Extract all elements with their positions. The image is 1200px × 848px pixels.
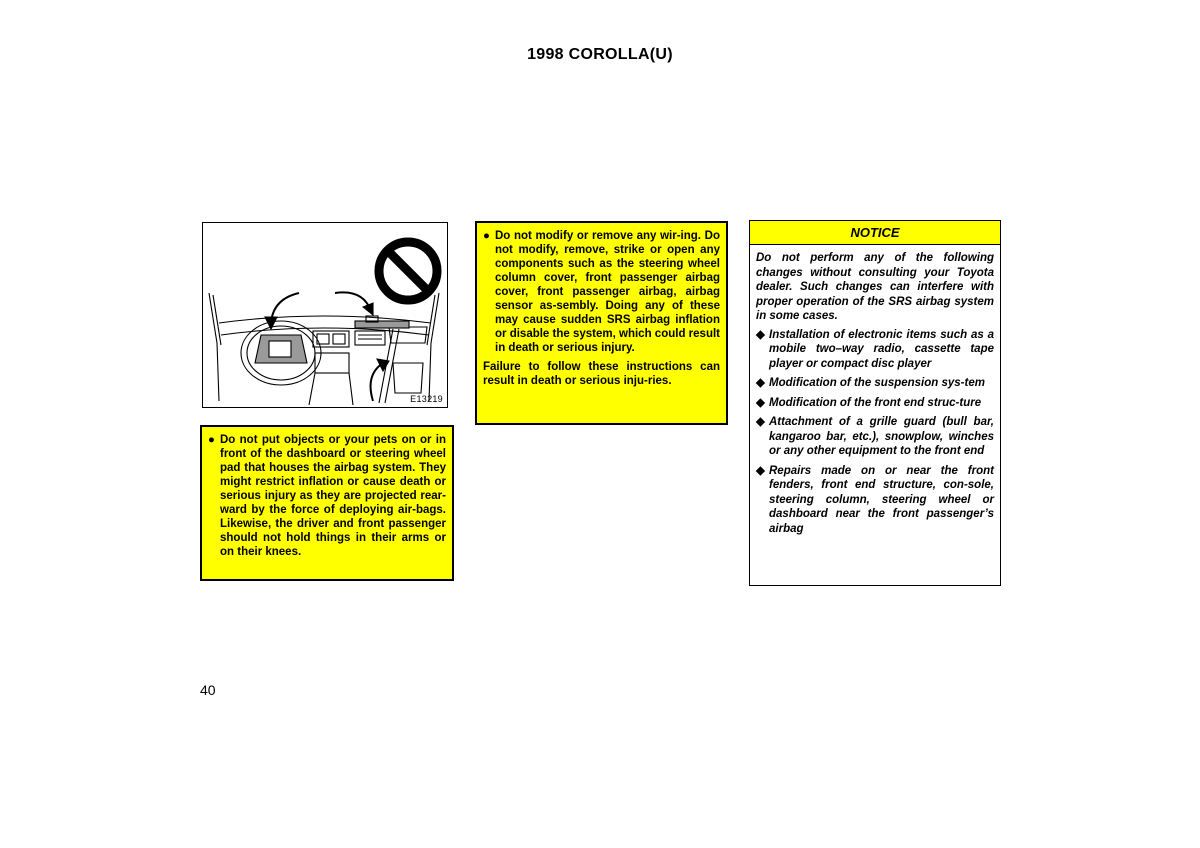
notice-intro: Do not perform any of the following changes without consulting your Toyota dealer. Such changes can interfere with proper operation of the SRS airbag system in some cases. <box>756 252 994 322</box>
bullet-icon: ● <box>483 230 490 242</box>
diamond-icon: ◆ <box>756 416 765 428</box>
prohibition-icon <box>379 242 437 300</box>
notice-body <box>750 245 1000 545</box>
diamond-icon: ◆ <box>756 396 765 409</box>
page-number: 40 <box>200 682 216 698</box>
diamond-icon: ◆ <box>756 464 765 477</box>
warning-box-wiring <box>475 221 728 425</box>
notice-item-text: Repairs made on or near the front fenders, front end structure, con-sole, steering column, steering wheel or dashboard near the front passenger’s airbag <box>769 464 994 535</box>
warning-text: Do not modify or remove any wir-ing. Do not modify, remove, strike or open any components such as the steering wheel column cover, front passenger airbag cover, front passenger airbag, airbag sensor as-sembly. Doing any of these may cause sudden SRS airbag inflation or disable the system, which could result in death or serious injury. <box>495 230 720 354</box>
warning-box-objects <box>200 425 454 581</box>
notice-item-text: Modification of the front end struc-ture <box>769 396 982 409</box>
figure-code: E13219 <box>410 394 443 404</box>
notice-item-text: Installation of electronic items such as a mobile two–way radio, cassette tape player or compact disc player <box>769 328 994 370</box>
diamond-icon: ◆ <box>756 377 765 389</box>
notice-list-item <box>756 376 994 391</box>
warning-item <box>208 433 446 559</box>
warning-item <box>483 229 720 355</box>
warning-footer: Failure to follow these instructions can result in death or serious inju-ries. <box>483 361 720 387</box>
notice-list-item <box>756 464 994 537</box>
notice-list-item <box>756 328 994 372</box>
dashboard-drawing <box>203 223 447 407</box>
notice-item-text: Attachment of a grille guard (bull bar, kangaroo bar, etc.), snowplow, winches or any other equipment to the front end <box>769 416 994 457</box>
diamond-icon: ◆ <box>756 328 765 341</box>
notice-title: NOTICE <box>750 221 1000 245</box>
bullet-icon: ● <box>208 434 215 446</box>
notice-list-item <box>756 396 994 411</box>
dashboard-airbag-illustration <box>202 222 448 408</box>
notice-list-item <box>756 415 994 459</box>
notice-item-text: Modification of the suspension sys-tem <box>769 377 985 389</box>
warning-text: Do not put objects or your pets on or in front of the dashboard or steering wheel pad that houses the airbag system. They might restrict inflation or cause death or serious injury as they are projected rear-ward by the force of deploying air-bags. Likewise, the driver and front passenger should not hold things in their arms or on their knees. <box>220 434 446 558</box>
page-header-title: 1998 COROLLA(U) <box>527 46 673 63</box>
notice-box <box>749 220 1001 586</box>
